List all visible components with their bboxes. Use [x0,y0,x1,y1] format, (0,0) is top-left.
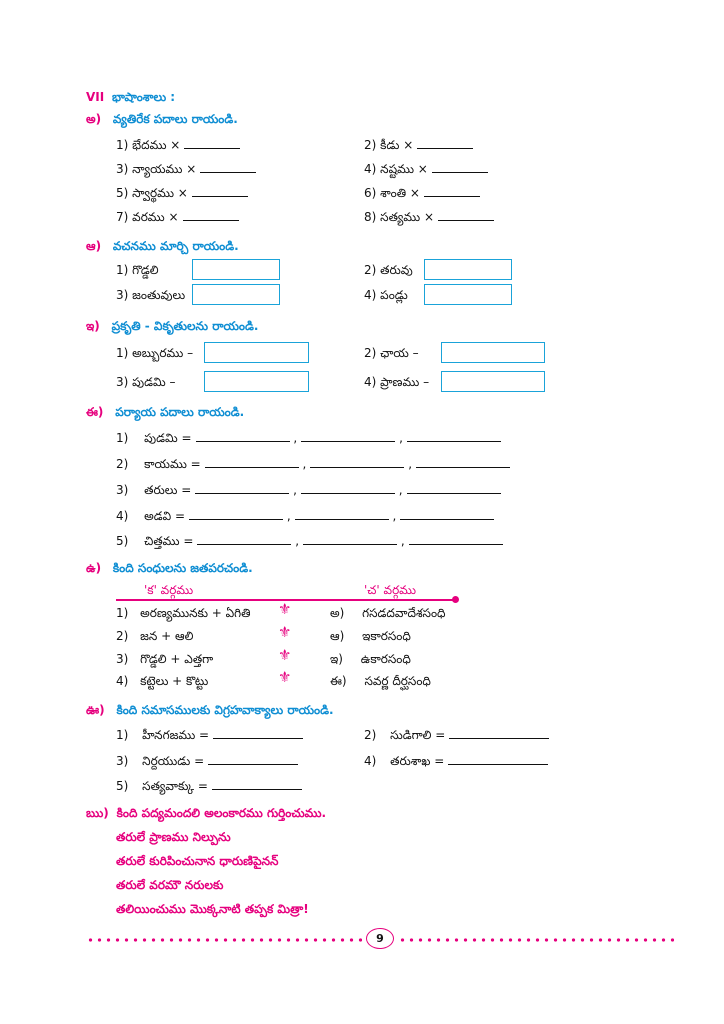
number-item-3: 3) జంతువులు [116,288,186,302]
poem-line-1: తరులే ప్రాణము నిల్పును [116,830,231,844]
match-right-1: అ) గసడదవాదేశసంధి [330,606,446,620]
answer-box[interactable] [441,371,545,392]
ornament-icon: ⚜ [278,668,292,686]
answer-blank[interactable] [195,482,289,494]
answer-box[interactable] [192,259,280,280]
antonym-item-7: 7) వరము × [116,209,239,227]
answer-blank[interactable] [449,727,549,739]
number-item-2: 2) తరువు [364,263,413,277]
compound-item-3: 3) నిర్దయుడు = [116,753,298,771]
match-left-4: 4) కట్టెలు + కొట్టు [116,674,209,688]
answer-blank[interactable] [192,185,248,197]
answer-blank[interactable] [407,430,501,442]
answer-blank[interactable] [197,533,291,545]
answer-blank[interactable] [205,456,299,468]
answer-blank[interactable] [409,533,503,545]
antonym-item-6: 6) శాంతి × [364,185,480,203]
answer-blank[interactable] [448,753,548,765]
synonym-item-4: 4) అడవి = , , [116,508,494,526]
answer-box[interactable] [441,342,545,363]
antonym-item-5: 5) స్వార్థము × [116,185,248,203]
answer-blank[interactable] [200,161,256,173]
answer-blank[interactable] [212,778,302,790]
answer-box[interactable] [424,259,512,280]
synonym-item-1: 1) పుడమి = , , [116,430,501,448]
column-a-header: 'క' వర్గము [144,583,194,597]
antonym-item-8: 8) సత్యము × [364,209,494,227]
synonym-item-3: 3) తరులు = , , [116,482,501,500]
antonym-item-4: 4) నష్టము × [364,161,488,179]
match-right-4: ఈ) సవర్ణ దీర్ఘసంధి [330,674,431,688]
answer-blank[interactable] [213,727,303,739]
answer-blank[interactable] [183,209,239,221]
answer-box[interactable] [424,284,512,305]
prakruti-item-2: 2) ఛాయ – [364,346,419,360]
match-left-2: 2) జన + ఆలి [116,629,194,643]
rule-dot [452,596,459,603]
answer-blank[interactable] [400,508,494,520]
answer-blank[interactable] [301,430,395,442]
antonym-item-2: 2) కీడు × [364,137,473,155]
number-item-4: 4) పండ్లు [364,288,408,302]
answer-blank[interactable] [417,137,473,149]
answer-blank[interactable] [432,161,488,173]
poem-line-3: తరులే వరమౌ నరులకు [116,878,224,892]
section-uu-heading: ఊ) కింది సమాసములకు విగ్రహవాక్యాలు రాయండి. [86,703,334,717]
section-heading: VII భాషాంశాలు : [86,90,176,104]
synonym-item-2: 2) కాయము = , , [116,456,510,474]
answer-blank[interactable] [310,456,404,468]
answer-blank[interactable] [184,137,240,149]
answer-blank[interactable] [189,508,283,520]
page-number: 9 [366,928,394,949]
number-item-1: 1) గొడ్డలి [116,263,159,277]
antonym-item-3: 3) న్యాయము × [116,161,256,179]
match-left-1: 1) అరణ్యమునకు + ఏగితి [116,606,251,620]
answer-blank[interactable] [303,533,397,545]
answer-blank[interactable] [407,482,501,494]
answer-box[interactable] [204,342,309,363]
section-aa-heading: ఆ) వచనము మార్చి రాయండి. [86,239,239,253]
antonym-item-1: 1) భేదము × [116,137,240,155]
footer-dotted-line-right [398,938,674,942]
poem-line-4: తలియించుము మొక్కనాటి తప్పక మిత్రా! [116,902,309,916]
answer-blank[interactable] [196,430,290,442]
answer-blank[interactable] [438,209,494,221]
section-i-heading: ఇ) ప్రకృతి - వికృతులను రాయండి. [86,319,259,333]
section-ii-heading: ఈ) పర్యాయ పదాలు రాయండి. [86,405,245,419]
answer-blank[interactable] [295,508,389,520]
section-ru-heading: ఋ) కింది పద్యమందలి అలంకారము గుర్తించుము. [86,806,327,820]
answer-blank[interactable] [208,753,298,765]
compound-item-4: 4) తరుశాఖ = [364,753,548,771]
match-right-3: ఇ) ఉకారసంధి [330,652,411,666]
compound-item-2: 2) సుడిగాలి = [364,727,549,745]
poem-line-2: తరులే కురిపించునాన ధారుణిపైనన్ [116,854,279,868]
synonym-item-5: 5) చిత్తము = , , [116,533,503,551]
match-right-2: ఆ) ఇకారసంధి [330,629,411,643]
compound-item-5: 5) సత్యవాక్కు = [116,778,302,796]
footer-dotted-line-left [86,938,362,942]
answer-box[interactable] [204,371,309,392]
prakruti-item-1: 1) అబ్బురము – [116,346,194,360]
compound-item-1: 1) హీనగజము = [116,727,303,745]
section-u-heading: ఉ) కింది సంధులను జతపరచండి. [86,561,253,575]
section-a-heading: అ) వ్యతిరేక పదాలు రాయండి. [86,112,238,126]
ornament-icon: ⚜ [278,623,292,641]
prakruti-item-4: 4) ప్రాణము – [364,375,430,389]
answer-blank[interactable] [424,185,480,197]
prakruti-item-3: 3) పుడమి – [116,375,176,389]
answer-blank[interactable] [301,482,395,494]
column-b-header: 'చ' వర్గము [364,583,417,597]
ornament-icon: ⚜ [278,600,292,618]
answer-blank[interactable] [416,456,510,468]
match-left-3: 3) గొడ్డలి + ఎత్తగా [116,652,214,666]
answer-box[interactable] [192,284,280,305]
ornament-icon: ⚜ [278,646,292,664]
